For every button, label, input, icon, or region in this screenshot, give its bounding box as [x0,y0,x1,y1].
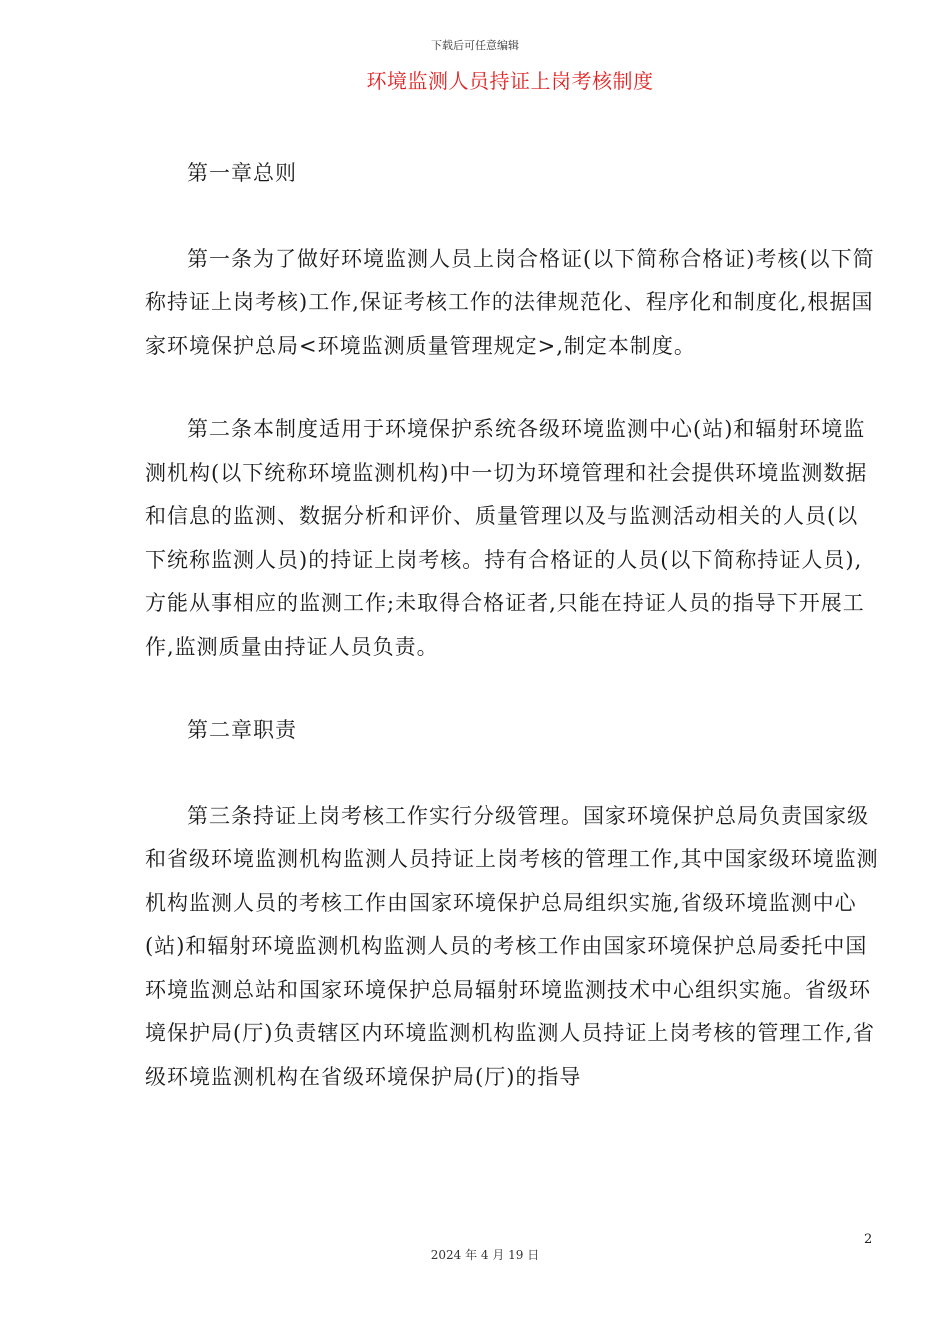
chapter-heading-1: 第一章总则 [187,161,297,185]
document-title: 环境监测人员持证上岗考核制度 [366,69,654,93]
page-number: 2 [864,1232,873,1247]
article-2: 第二条本制度适用于环境保护系统各级环境监测中心(站)和辐射环境监测机构(以下统称环境监测机构)中一切为环境管理和社会提供环境监测数据和信息的监测、数据分析和评价、质量管理以及与监测活动相关的人员(以下统称监测人员)的持证上岗考核。持有合格证的人员(以下简称持证人员),方能从事相应的监测工作;未取得合格证者,只能在持证人员的指导下开展工作,监测质量由持证人员负责。 [145,417,868,659]
document-body [145,152,880,1139]
article-1: 第一条为了做好环境监测人员上岗合格证(以下简称合格证)考核(以下简称持证上岗考核)工作,保证考核工作的法律规范化、程序化和制度化,根据国家环境保护总局<环境监测质量管理规定>,制定本制度。 [145,246,875,358]
article-3: 第三条持证上岗考核工作实行分级管理。国家环境保护总局负责国家级和省级环境监测机构监测人员持证上岗考核的管理工作,其中国家级环境监测机构监测人员的考核工作由国家环境保护总局组织实施,省级环境监测中心(站)和辐射环境监测机构监测人员的考核工作由国家环境保护总局委托中国环境监测总站和国家环境保护总局辐射环境监测技术中心组织实施。省级环境保护局(厅)负责辖区内环境监测机构监测人员持证上岗考核的管理工作,省级环境监测机构在省级环境保护局(厅)的指导 [145,803,879,1089]
chapter-heading-2: 第二章职责 [187,718,297,742]
page-footer-date: 2024 年 4 月 19 日 [430,1248,540,1262]
page-header-note: 下载后可任意编辑 [431,39,519,52]
